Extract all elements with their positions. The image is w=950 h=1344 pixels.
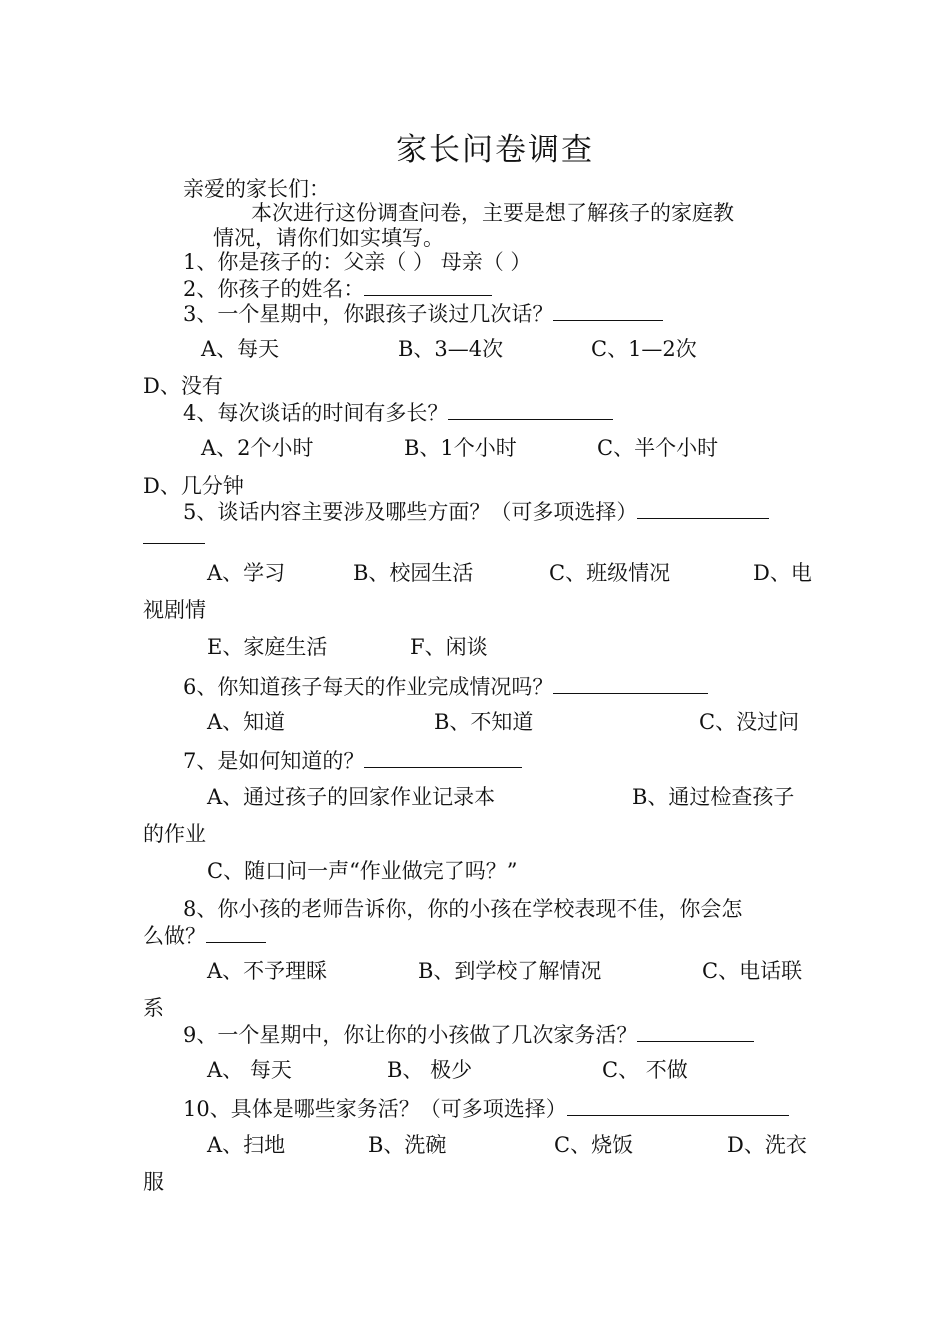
question-7-text: 7、是如何知道的？ <box>183 749 365 773</box>
question-6 <box>183 673 708 699</box>
question-9-text: 9、一个星期中，你让你的小孩做了几次家务活？ <box>183 1023 638 1047</box>
question-5 <box>183 498 769 524</box>
answer-blank-10[interactable] <box>567 1095 789 1116</box>
option-7a: A、通过孩子的回家作业记录本 <box>207 785 496 809</box>
option-4b: B、1个小时 <box>404 436 517 460</box>
option-3d: D、没有 <box>143 374 223 398</box>
greeting: 亲爱的家长们： <box>183 177 330 201</box>
option-9c: C、 不做 <box>602 1058 688 1082</box>
question-5-text: 5、谈话内容主要涉及哪些方面？（可多项选择） <box>183 500 638 524</box>
option-3a: A、每天 <box>201 337 280 361</box>
option-10a: A、扫地 <box>207 1133 286 1157</box>
question-2-text: 2、你孩子的姓名： <box>183 277 365 301</box>
answer-blank-6[interactable] <box>553 673 708 694</box>
question-9 <box>183 1021 754 1047</box>
question-4 <box>183 399 613 425</box>
question-1: 1、你是孩子的：父亲（ ） 母亲（ ） <box>183 250 532 274</box>
answer-blank-4[interactable] <box>448 399 613 420</box>
option-7c: C、随口问一声“作业做完了吗？” <box>207 859 518 883</box>
option-7b-continued: 的作业 <box>143 822 206 846</box>
question-7 <box>183 747 522 773</box>
option-10d: D、洗衣 <box>727 1133 807 1157</box>
option-8c: C、电话联 <box>702 959 803 983</box>
option-5e: E、家庭生活 <box>207 635 328 659</box>
option-6b: B、不知道 <box>434 710 534 734</box>
option-5f: F、闲谈 <box>410 635 488 659</box>
answer-blank-9[interactable] <box>637 1021 754 1042</box>
option-3c: C、1—2次 <box>591 337 697 361</box>
option-5d: D、电 <box>753 561 812 585</box>
option-10b: B、洗碗 <box>368 1133 447 1157</box>
option-4d: D、几分钟 <box>143 474 244 498</box>
option-5d-continued: 视剧情 <box>143 598 206 622</box>
question-8-line-1: 8、你小孩的老师告诉你，你的小孩在学校表现不佳，你会怎 <box>183 897 743 921</box>
answer-blank-2[interactable] <box>364 275 492 296</box>
question-2 <box>183 275 492 301</box>
answer-blank-3[interactable] <box>553 300 663 321</box>
intro-line-1: 本次进行这份调查问卷，主要是想了解孩子的家庭教 <box>251 201 734 225</box>
option-5b: B、校园生活 <box>353 561 474 585</box>
option-5a: A、学习 <box>207 561 286 585</box>
option-8a: A、不予理睬 <box>207 959 328 983</box>
option-6c: C、没过问 <box>699 710 800 734</box>
answer-blank-5-continued[interactable] <box>143 523 205 549</box>
option-5c: C、班级情况 <box>549 561 671 585</box>
question-3 <box>183 300 663 326</box>
option-10c: C、烧饭 <box>554 1133 634 1157</box>
option-9a: A、 每天 <box>207 1058 292 1082</box>
option-7b: B、通过检查孩子 <box>632 785 795 809</box>
question-10-text: 10、具体是哪些家务活？（可多项选择） <box>183 1097 567 1121</box>
page-title: 家长问卷调查 <box>396 132 594 168</box>
question-4-text: 4、每次谈话的时间有多长？ <box>183 401 449 425</box>
option-6a: A、知道 <box>207 710 286 734</box>
question-8-text: 么做？ <box>143 924 206 948</box>
answer-blank-7[interactable] <box>364 747 522 768</box>
option-3b: B、3—4次 <box>398 337 504 361</box>
intro-line-2: 情况，请你们如实填写。 <box>213 226 444 250</box>
answer-blank-5[interactable] <box>637 498 769 519</box>
option-8c-continued: 系 <box>143 996 164 1020</box>
question-8-line-2 <box>143 922 266 948</box>
question-3-text: 3、一个星期中，你跟孩子谈过几次话？ <box>183 302 554 326</box>
option-8b: B、到学校了解情况 <box>418 959 602 983</box>
option-4a: A、2个小时 <box>201 436 314 460</box>
option-10d-continued: 服 <box>143 1170 164 1194</box>
option-4c: C、半个小时 <box>597 436 719 460</box>
question-6-text: 6、你知道孩子每天的作业完成情况吗？ <box>183 675 554 699</box>
option-9b: B、 极少 <box>387 1058 473 1082</box>
question-10 <box>183 1095 789 1121</box>
answer-blank-8[interactable] <box>206 922 266 943</box>
